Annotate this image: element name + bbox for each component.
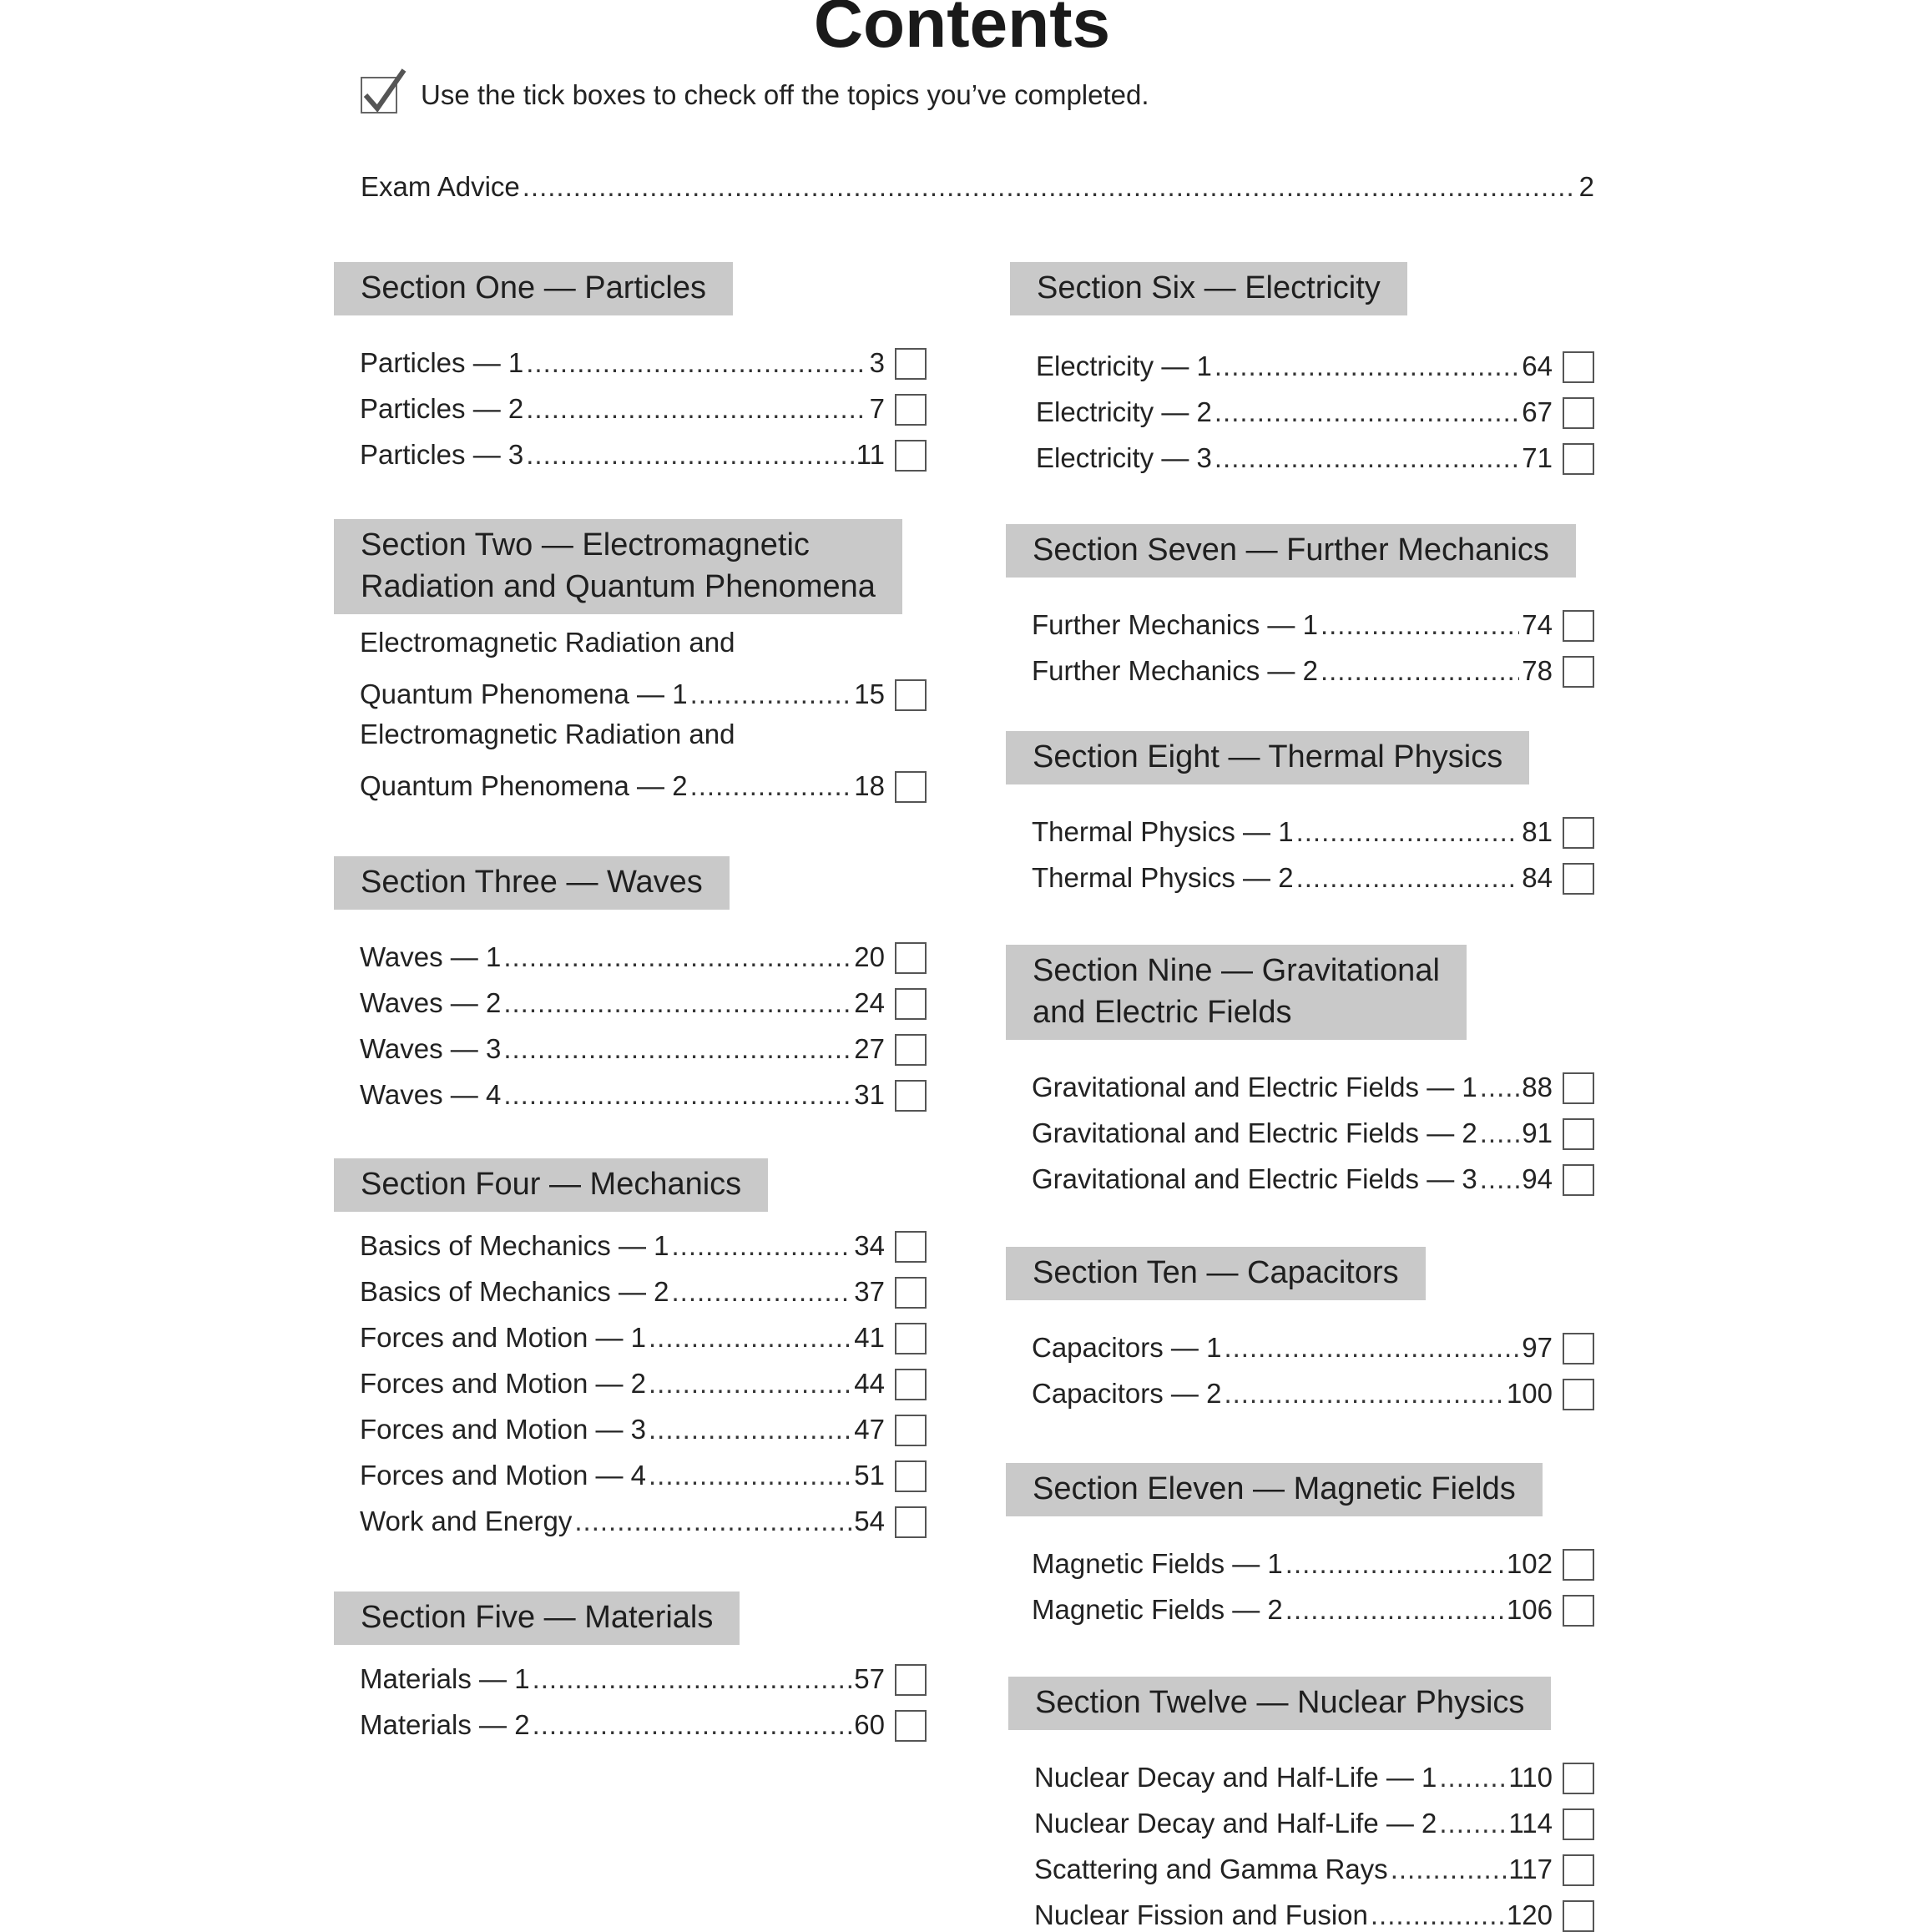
tick-box[interactable] xyxy=(1563,1763,1594,1794)
tick-box[interactable] xyxy=(1563,610,1594,642)
tick-box[interactable] xyxy=(1563,443,1594,475)
toc-entry: Waves — 4 ..... 31 xyxy=(360,1066,927,1112)
tick-box[interactable] xyxy=(1563,1549,1594,1581)
tick-box[interactable] xyxy=(1563,397,1594,429)
tick-box[interactable] xyxy=(895,1415,927,1446)
toc-entry: Quantum Phenomena — 1 ..... 15 xyxy=(360,665,927,711)
toc-entry: Waves — 1 ..... 20 xyxy=(360,928,927,974)
toc-entry: Electricity — 3 ..... 71 xyxy=(1036,429,1594,475)
section-heading: Section Seven — Further Mechanics xyxy=(1006,524,1576,578)
section-heading: Section Three — Waves xyxy=(334,856,730,910)
tick-box[interactable] xyxy=(895,1323,927,1354)
tick-box[interactable] xyxy=(1563,1379,1594,1410)
tick-box[interactable] xyxy=(895,1369,927,1400)
toc-entry: Quantum Phenomena — 2 ..... 18 xyxy=(360,757,927,803)
tick-box[interactable] xyxy=(1563,817,1594,849)
tick-box[interactable] xyxy=(895,1460,927,1492)
section-nine xyxy=(1006,945,1594,1196)
section-five xyxy=(334,1592,927,1742)
section-one xyxy=(334,262,927,472)
tick-box[interactable] xyxy=(895,394,927,426)
toc-entry: Materials — 2 ..... 60 xyxy=(360,1696,927,1742)
tick-box[interactable] xyxy=(895,1506,927,1538)
toc-entry: Further Mechanics — 2 ..... 78 xyxy=(1032,642,1594,688)
section-three xyxy=(334,856,927,1112)
toc-entry: Waves — 2 ..... 24 xyxy=(360,974,927,1020)
toc-entry: Gravitational and Electric Fields — 2 ..... 91 xyxy=(1032,1104,1594,1150)
section-heading: Section Two — Electromagnetic Radiation and Quantum Phenomena xyxy=(334,519,902,614)
tick-box[interactable] xyxy=(1563,1595,1594,1627)
toc-entry: Forces and Motion — 3 ..... 47 xyxy=(360,1400,927,1446)
toc-entry: Magnetic Fields — 1 ..... 102 xyxy=(1032,1535,1594,1581)
tick-box[interactable] xyxy=(895,942,927,974)
toc-entry: Thermal Physics — 1 ..... 81 xyxy=(1032,803,1594,849)
toc-entry: Further Mechanics — 1 ..... 74 xyxy=(1032,596,1594,642)
tick-box[interactable] xyxy=(1563,1118,1594,1150)
toc-entry: Thermal Physics — 2 ..... 84 xyxy=(1032,849,1594,895)
toc-entry: Gravitational and Electric Fields — 1 ..... 88 xyxy=(1032,1058,1594,1104)
toc-entry: Nuclear Decay and Half-Life — 1 ..... 110 xyxy=(1034,1748,1594,1794)
toc-entry: Forces and Motion — 2 ..... 44 xyxy=(360,1354,927,1400)
tick-box[interactable] xyxy=(895,1710,927,1742)
toc-entry: Forces and Motion — 4 ..... 51 xyxy=(360,1446,927,1492)
tick-box[interactable] xyxy=(1563,1808,1594,1840)
entry-title-line: Electromagnetic Radiation and xyxy=(360,719,735,749)
toc-entry: Magnetic Fields — 2 ..... 106 xyxy=(1032,1581,1594,1627)
entry-title-line: Electromagnetic Radiation and xyxy=(360,627,735,658)
entry-page: 2 xyxy=(1578,171,1594,202)
page-title: Contents xyxy=(813,0,1111,62)
toc-entry: Particles — 2 ..... 7 xyxy=(360,380,927,426)
toc-entry: Electricity — 1 ..... 64 xyxy=(1036,337,1594,383)
tick-box[interactable] xyxy=(1563,863,1594,895)
leader-dots xyxy=(523,170,1577,204)
tick-box[interactable] xyxy=(895,1080,927,1112)
tick-box[interactable] xyxy=(1563,1164,1594,1196)
section-six xyxy=(1010,262,1594,475)
toc-entry: Nuclear Decay and Half-Life — 2 ..... 114 xyxy=(1034,1794,1594,1840)
section-eleven xyxy=(1006,1463,1594,1627)
section-heading: Section Ten — Capacitors xyxy=(1006,1247,1426,1300)
section-twelve xyxy=(1008,1677,1594,1932)
toc-entry: Capacitors — 1 ..... 97 xyxy=(1032,1319,1594,1365)
section-heading: Section Four — Mechanics xyxy=(334,1158,768,1212)
instructions xyxy=(361,73,1149,117)
section-heading: Section One — Particles xyxy=(334,262,733,315)
tick-box[interactable] xyxy=(1563,1854,1594,1886)
toc-entry: Particles — 1 ..... 3 xyxy=(360,334,927,380)
toc-entry: Gravitational and Electric Fields — 3 ..... 94 xyxy=(1032,1150,1594,1196)
section-ten xyxy=(1006,1247,1594,1410)
section-four xyxy=(334,1158,927,1538)
section-heading: Section Nine — Gravitational and Electric Fields xyxy=(1006,945,1467,1040)
toc-entry: Scattering and Gamma Rays ..... 117 xyxy=(1034,1840,1594,1886)
tick-box[interactable] xyxy=(1563,351,1594,383)
section-heading: Section Twelve — Nuclear Physics xyxy=(1008,1677,1551,1730)
example-tick-box xyxy=(361,77,397,113)
tick-box[interactable] xyxy=(1563,1072,1594,1104)
toc-entry: Waves — 3 ..... 27 xyxy=(360,1020,927,1066)
section-heading: Section Eight — Thermal Physics xyxy=(1006,731,1529,784)
tick-box[interactable] xyxy=(895,440,927,472)
section-two xyxy=(334,519,927,803)
tick-box[interactable] xyxy=(895,679,927,711)
toc-entry: Nuclear Fission and Fusion ..... 120 xyxy=(1034,1886,1594,1932)
toc-entry: Electricity — 2 ..... 67 xyxy=(1036,383,1594,429)
toc-entry: Forces and Motion — 1 ..... 41 xyxy=(360,1309,927,1354)
tick-box[interactable] xyxy=(1563,656,1594,688)
checkmark-icon xyxy=(361,67,407,115)
toc-entry: Basics of Mechanics — 2 ..... 37 xyxy=(360,1263,927,1309)
toc-entry: Materials — 1 ..... 57 xyxy=(360,1650,927,1696)
tick-box[interactable] xyxy=(895,988,927,1020)
exam-advice-entry xyxy=(361,170,1594,204)
instructions-text: Use the tick boxes to check off the topics you’ve completed. xyxy=(421,79,1149,110)
tick-box[interactable] xyxy=(895,771,927,803)
tick-box[interactable] xyxy=(895,348,927,380)
tick-box[interactable] xyxy=(1563,1900,1594,1932)
section-heading: Section Six — Electricity xyxy=(1010,262,1407,315)
section-heading: Section Five — Materials xyxy=(334,1592,740,1645)
tick-box[interactable] xyxy=(895,1277,927,1309)
section-eight xyxy=(1006,731,1594,895)
tick-box[interactable] xyxy=(895,1231,927,1263)
toc-entry: Work and Energy ..... 54 xyxy=(360,1492,927,1538)
tick-box[interactable] xyxy=(895,1034,927,1066)
toc-entry: Particles — 3 ..... 11 xyxy=(360,426,927,472)
section-seven xyxy=(1006,524,1594,688)
entry-title: Exam Advice xyxy=(361,171,520,202)
toc-entry: Capacitors — 2 ..... 100 xyxy=(1032,1365,1594,1410)
toc-entry: Basics of Mechanics — 1 ..... 34 xyxy=(360,1217,927,1263)
tick-box[interactable] xyxy=(895,1664,927,1696)
section-heading: Section Eleven — Magnetic Fields xyxy=(1006,1463,1543,1516)
tick-box[interactable] xyxy=(1563,1333,1594,1365)
